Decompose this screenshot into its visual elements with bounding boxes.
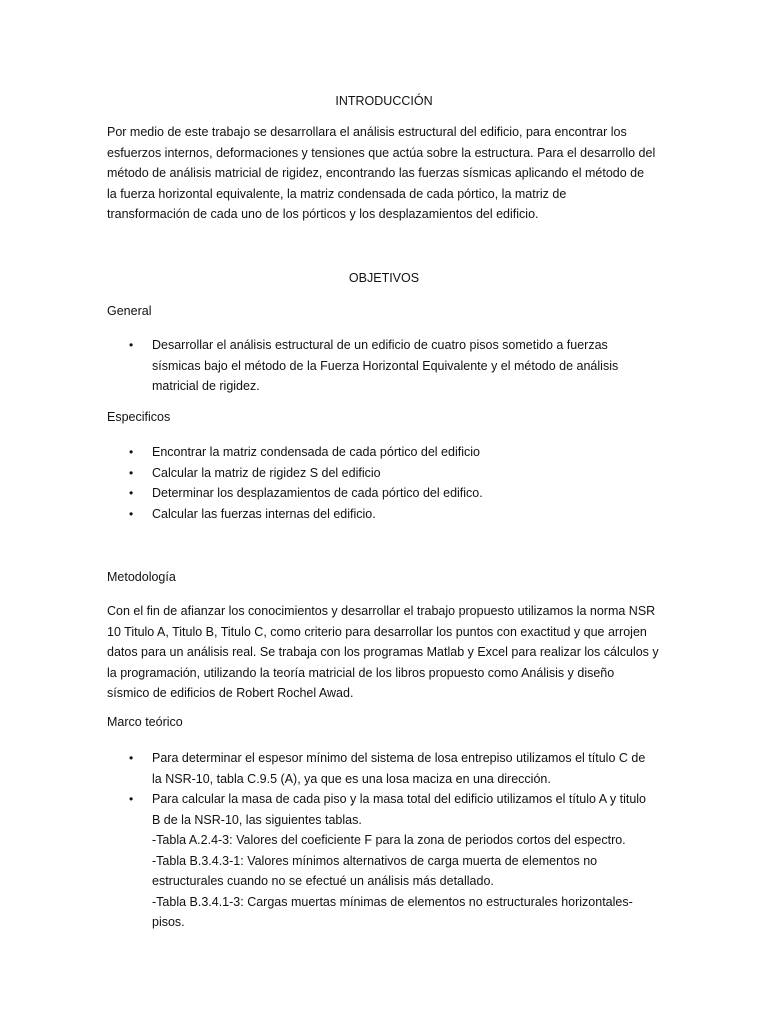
- especificos-heading: Especificos: [107, 410, 171, 424]
- list-item: [0, 463, 483, 484]
- especificos-list: [0, 442, 483, 524]
- list-item-line: -Tabla B.3.4.3-1: Valores mínimos alternativos de carga muerta de elementos no: [152, 853, 598, 868]
- list-item-line: B de la NSR-10, las siguientes tablas.: [152, 812, 362, 827]
- intro-line: Por medio de este trabajo se desarrollara el análisis estructural del edificio, para encontrar los: [107, 125, 627, 139]
- list-item: [0, 483, 483, 504]
- intro-title: INTRODUCCIÓN: [335, 94, 433, 108]
- marco-heading: Marco teórico: [107, 715, 183, 729]
- bullet-icon: •: [129, 506, 134, 521]
- intro-line: método de análisis matricial de rigidez, encontrando las fuerzas sísmicas aplicando el método de: [107, 166, 645, 180]
- list-item-line: Desarrollar el análisis estructural de un edificio de cuatro pisos sometido a fuerzas: [152, 338, 608, 352]
- intro-line: transformación de cada uno de los pórticos y los desplazamientos del edificio.: [107, 207, 539, 221]
- metodologia-line: la programación, utilizando la teoría matricial de los libros propuesto como Análisis y diseño: [107, 665, 615, 680]
- list-item-line: Calcular la matriz de rigidez S del edificio: [152, 465, 381, 480]
- marco-list: [0, 748, 646, 933]
- list-item-line: Para determinar el espesor mínimo del sistema de losa entrepiso utilizamos el título C de: [152, 751, 646, 765]
- general-list: [0, 335, 618, 397]
- list-item: [0, 442, 483, 463]
- metodologia-paragraph: [107, 601, 667, 704]
- list-item-line: Encontrar la matriz condensada de cada pórtico del edificio: [152, 445, 480, 459]
- metodologia-line: Con el fin de afianzar los conocimientos y desarrollar el trabajo propuesto utilizamos la norma NSR: [107, 604, 656, 618]
- bullet-icon: •: [129, 445, 134, 459]
- list-item-line: matricial de rigidez.: [152, 379, 260, 393]
- general-heading: General: [107, 304, 152, 318]
- list-item-line: pisos.: [152, 915, 185, 929]
- list-item-line: -Tabla A.2.4-3: Valores del coeficiente F para la zona de periodos cortos del espectro.: [152, 833, 626, 847]
- list-item-line: Calcular las fuerzas internas del edificio.: [152, 506, 376, 521]
- list-item-line: Determinar los desplazamientos de cada pórtico del edifico.: [152, 486, 483, 500]
- list-item-line: -Tabla B.3.4.1-3: Cargas muertas mínimas de elementos no estructurales horizontales-: [152, 894, 633, 909]
- metodologia-heading: Metodología: [107, 570, 176, 584]
- bullet-icon: •: [129, 751, 134, 765]
- list-item-line: Para calcular la masa de cada piso y la masa total del edificio utilizamos el título A y titulo: [152, 792, 647, 806]
- list-item: [0, 504, 483, 525]
- list-item: [0, 748, 646, 789]
- list-item-line: la NSR-10, tabla C.9.5 (A), ya que es una losa maciza en una dirección.: [152, 771, 551, 786]
- intro-line: la fuerza horizontal equivalente, la matriz condensada de cada pórtico, la matriz de: [107, 186, 567, 201]
- metodologia-line: 10 Titulo A, Titulo B, Titulo C, como criterio para desarrollar los puntos con exactitud y que arrojen: [107, 624, 647, 639]
- bullet-icon: •: [129, 338, 134, 352]
- metodologia-line: sísmico de edificios de Robert Rochel Awad.: [107, 686, 354, 700]
- list-item-line: estructurales cuando no se efectué un análisis más detallado.: [152, 874, 494, 888]
- bullet-icon: •: [129, 465, 134, 480]
- metodologia-line: datos para un análisis real. Se trabaja con los programas Matlab y Excel para realizar los cálculos y: [107, 645, 659, 659]
- list-item: [0, 335, 618, 397]
- intro-line: esfuerzos internos, deformaciones y tensiones que actúa sobre la estructura. Para el desarrollo del: [107, 145, 656, 160]
- bullet-icon: •: [129, 486, 134, 500]
- bullet-icon: •: [129, 792, 134, 806]
- intro-paragraph: [107, 122, 667, 225]
- list-item-line: sísmicas bajo el método de la Fuerza Horizontal Equivalente y el método de análisis: [152, 358, 619, 373]
- objetivos-title: OBJETIVOS: [348, 271, 420, 285]
- list-item: [0, 789, 646, 933]
